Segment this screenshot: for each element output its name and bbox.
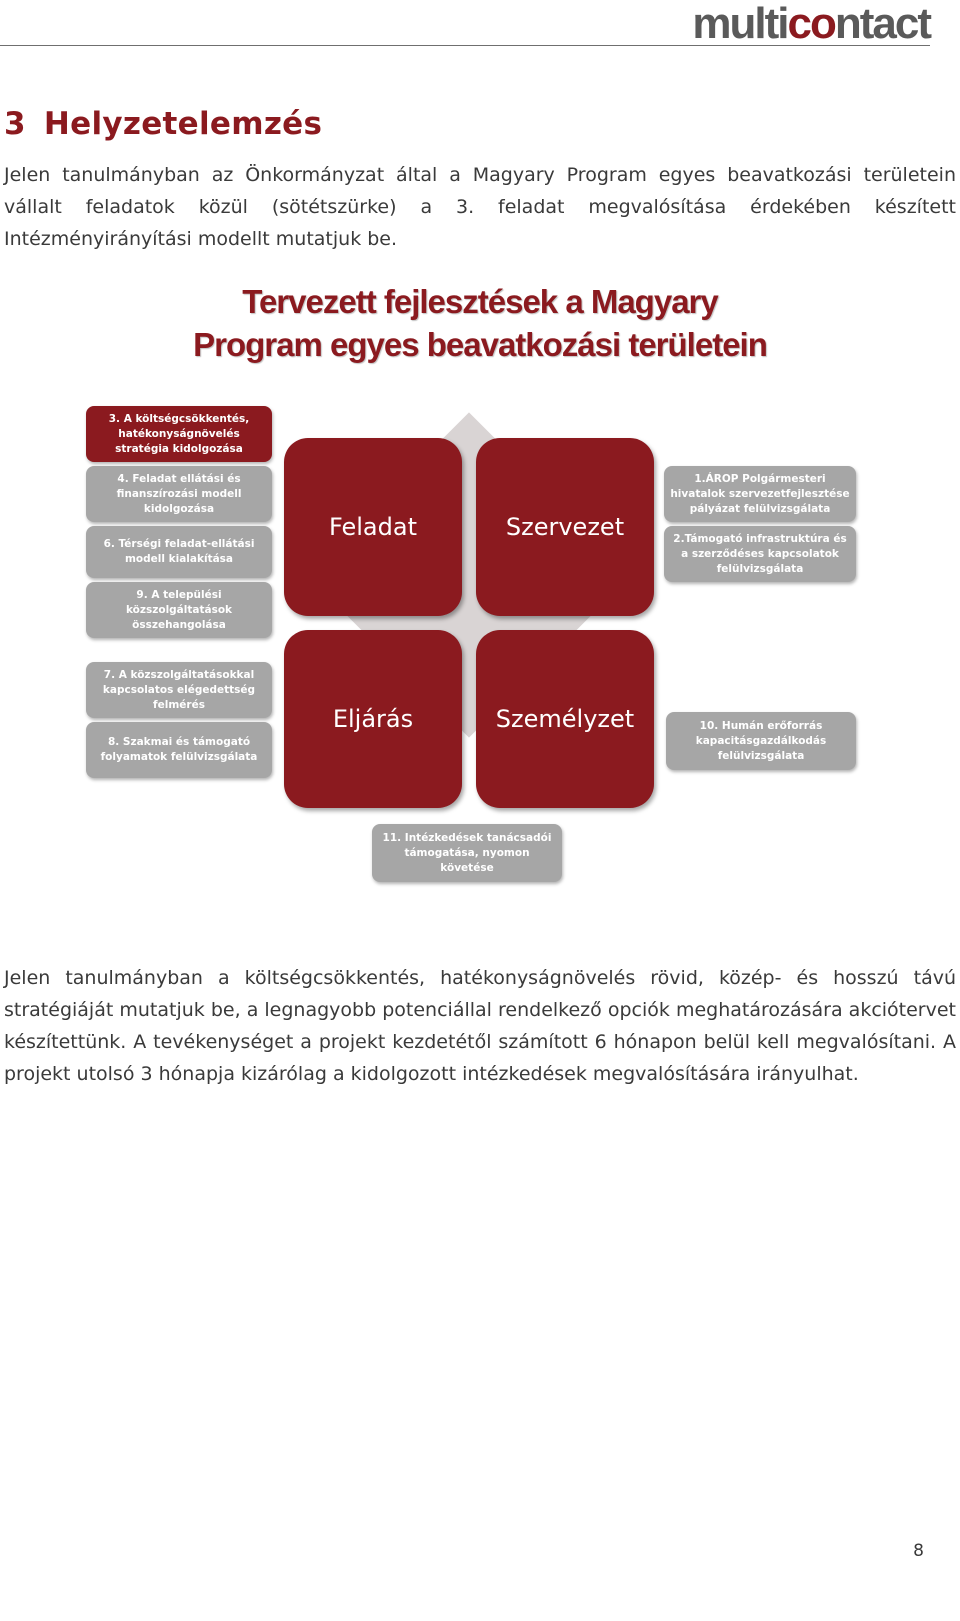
section-title: Helyzetelemzés [43,106,323,142]
task-box-8: 8. Szakmai és támogató folyamatok felülvizsgálata [86,722,272,778]
header-divider [0,45,930,46]
logo-text-part2: co [787,0,835,48]
body-paragraph: Jelen tanulmányban a költségcsökkentés, hatékonyságnövelés rövid, közép- és hosszú távú stratégiáját mutatjuk be, a legnagyobb potenciállal rendelkező opciók meghatározására akciótervet készítettünk. A tevékenységet a projekt kezdetétől számított 6 hónapon belül kell megvalósítani. A projekt utolsó 3 hónapja kizárólag a kidolgozott intézkedések megvalósítására irányulhat. [4,967,956,1085]
task-box-3: 3. A költségcsökkentés, hatékonyságnövelés stratégia kidolgozása [86,406,272,462]
task-box-7: 7. A közszolgáltatásokkal kapcsolatos elégedettség felmérés [86,662,272,718]
quadrant-szervezet: Szervezet [476,438,654,616]
intro-paragraph: Jelen tanulmányban az Önkormányzat által a Magyary Program egyes beavatkozási területein vállalt feladatok közül (sötétszürke) a 3. feladat megvalósítása érdekében készített Intézményirányítási modellt mutatjuk be. [4,164,956,250]
diagram-title-line1: Tervezett fejlesztések a Magyary [242,283,718,320]
task-box-9: 9. A települési közszolgáltatások összehangolása [86,582,272,638]
logo-text-part3: ntact [834,0,930,48]
quadrant-eljaras: Eljárás [284,630,462,808]
diagram-title [80,280,880,366]
section-heading [4,106,322,142]
quadrant-feladat: Feladat [284,438,462,616]
magyary-diagram [80,280,880,900]
task-box-2: 2.Támogató infrastruktúra és a szerződéses kapcsolatok felülvizsgálata [664,526,856,582]
diagram-title-line2: Program egyes beavatkozási területein [193,326,767,363]
task-box-1: 1.ÁROP Polgármesteri hivatalok szervezetfejlesztése pályázat felülvizsgálata [664,466,856,522]
company-logo [692,0,930,48]
page-number: 8 [913,1541,924,1561]
task-box-4: 4. Feladat ellátási és finanszírozási modell kidolgozása [86,466,272,522]
section-number: 3 [4,106,26,142]
task-box-6: 6. Térségi feladat-ellátási modell kialakítása [86,526,272,578]
task-box-11: 11. Intézkedések tanácsadói támogatása, nyomon követése [372,824,562,882]
quadrant-szemelyzet: Személyzet [476,630,654,808]
task-box-10: 10. Humán erőforrás kapacitásgazdálkodás felülvizsgálata [666,712,856,770]
logo-text-part1: multi [692,0,788,48]
